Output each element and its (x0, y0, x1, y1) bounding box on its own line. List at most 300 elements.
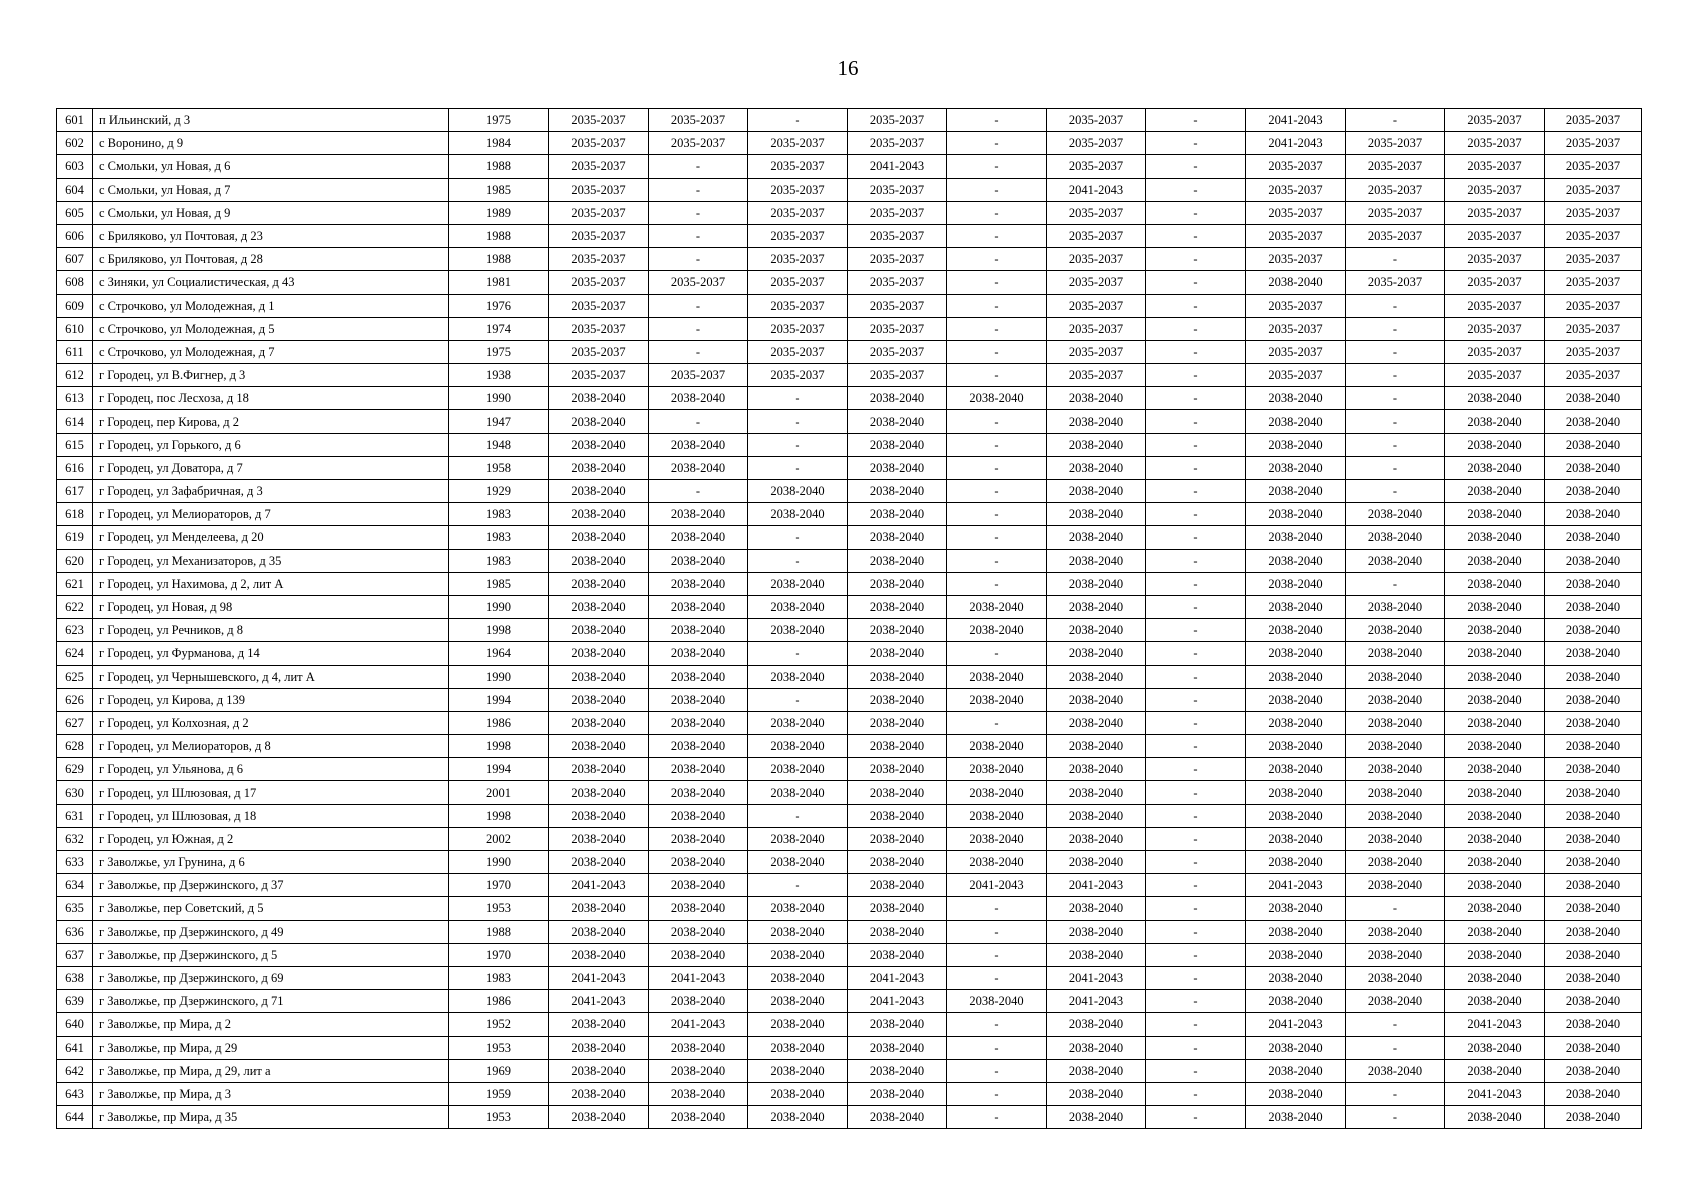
cell-term-col-2: 2038-2040 (649, 990, 748, 1013)
cell-term-col-6: 2038-2040 (1047, 897, 1146, 920)
cell-row-number: 603 (57, 155, 93, 178)
cell-term-col-10: 2038-2040 (1445, 572, 1545, 595)
table-row (57, 480, 1642, 503)
cell-term-col-8: 2038-2040 (1246, 271, 1346, 294)
cell-term-col-9: 2038-2040 (1346, 549, 1445, 572)
cell-year-built: 1983 (449, 503, 549, 526)
cell-term-col-4: 2041-2043 (848, 155, 947, 178)
cell-row-number: 627 (57, 711, 93, 734)
cell-term-col-8: 2038-2040 (1246, 456, 1346, 479)
table-row (57, 109, 1642, 132)
cell-term-col-7: - (1146, 340, 1246, 363)
cell-term-col-11: 2038-2040 (1545, 410, 1642, 433)
cell-term-col-1: 2038-2040 (549, 827, 649, 850)
cell-term-col-5: - (947, 109, 1047, 132)
cell-term-col-10: 2038-2040 (1445, 387, 1545, 410)
cell-term-col-7: - (1146, 480, 1246, 503)
cell-term-col-1: 2038-2040 (549, 1106, 649, 1129)
cell-term-col-6: 2038-2040 (1047, 549, 1146, 572)
cell-term-col-3: - (748, 410, 848, 433)
cell-term-col-11: 2038-2040 (1545, 897, 1642, 920)
cell-term-col-6: 2038-2040 (1047, 827, 1146, 850)
cell-term-col-9: 2038-2040 (1346, 688, 1445, 711)
cell-term-col-6: 2038-2040 (1047, 619, 1146, 642)
cell-term-col-3: 2038-2040 (748, 1013, 848, 1036)
cell-term-col-10: 2038-2040 (1445, 642, 1545, 665)
cell-term-col-11: 2035-2037 (1545, 178, 1642, 201)
cell-year-built: 1994 (449, 688, 549, 711)
cell-term-col-7: - (1146, 735, 1246, 758)
cell-term-col-10: 2035-2037 (1445, 317, 1545, 340)
cell-term-col-2: 2035-2037 (649, 271, 748, 294)
cell-term-col-7: - (1146, 897, 1246, 920)
cell-term-col-7: - (1146, 619, 1246, 642)
cell-term-col-9: 2035-2037 (1346, 155, 1445, 178)
cell-term-col-9: - (1346, 294, 1445, 317)
cell-term-col-10: 2038-2040 (1445, 480, 1545, 503)
cell-term-col-3: 2035-2037 (748, 201, 848, 224)
cell-row-number: 632 (57, 827, 93, 850)
cell-term-col-5: - (947, 966, 1047, 989)
cell-term-col-3: 2038-2040 (748, 595, 848, 618)
cell-address: г Городец, ул Кирова, д 139 (93, 688, 449, 711)
cell-term-col-4: 2038-2040 (848, 526, 947, 549)
cell-term-col-9: 2038-2040 (1346, 526, 1445, 549)
cell-term-col-6: 2038-2040 (1047, 572, 1146, 595)
cell-row-number: 628 (57, 735, 93, 758)
cell-year-built: 1990 (449, 387, 549, 410)
cell-term-col-6: 2041-2043 (1047, 966, 1146, 989)
cell-term-col-1: 2035-2037 (549, 109, 649, 132)
cell-term-col-4: 2038-2040 (848, 549, 947, 572)
cell-term-col-7: - (1146, 364, 1246, 387)
cell-term-col-4: 2035-2037 (848, 364, 947, 387)
cell-address: с Зиняки, ул Социалистическая, д 43 (93, 271, 449, 294)
cell-term-col-8: 2041-2043 (1246, 874, 1346, 897)
cell-term-col-2: 2038-2040 (649, 1036, 748, 1059)
cell-row-number: 617 (57, 480, 93, 503)
cell-term-col-5: - (947, 201, 1047, 224)
cell-term-col-2: 2038-2040 (649, 874, 748, 897)
cell-row-number: 616 (57, 456, 93, 479)
cell-term-col-6: 2038-2040 (1047, 456, 1146, 479)
cell-term-col-6: 2038-2040 (1047, 480, 1146, 503)
cell-term-col-2: 2041-2043 (649, 1013, 748, 1036)
cell-term-col-3: 2038-2040 (748, 711, 848, 734)
cell-term-col-5: 2038-2040 (947, 851, 1047, 874)
cell-term-col-11: 2038-2040 (1545, 503, 1642, 526)
cell-address: г Городец, ул Новая, д 98 (93, 595, 449, 618)
cell-term-col-9: - (1346, 480, 1445, 503)
cell-term-col-7: - (1146, 132, 1246, 155)
cell-row-number: 633 (57, 851, 93, 874)
cell-term-col-2: - (649, 201, 748, 224)
table-row (57, 642, 1642, 665)
table-row (57, 456, 1642, 479)
cell-address: г Городец, ул Мелиораторов, д 7 (93, 503, 449, 526)
cell-term-col-8: 2035-2037 (1246, 155, 1346, 178)
cell-term-col-8: 2038-2040 (1246, 1082, 1346, 1105)
cell-term-col-5: 2038-2040 (947, 990, 1047, 1013)
cell-term-col-2: 2038-2040 (649, 1082, 748, 1105)
registry-body (57, 109, 1642, 1129)
cell-year-built: 1990 (449, 595, 549, 618)
cell-address: г Заволжье, пр Мира, д 35 (93, 1106, 449, 1129)
cell-term-col-5: 2038-2040 (947, 804, 1047, 827)
cell-term-col-5: - (947, 456, 1047, 479)
cell-term-col-7: - (1146, 410, 1246, 433)
cell-term-col-10: 2041-2043 (1445, 1013, 1545, 1036)
cell-term-col-3: 2035-2037 (748, 132, 848, 155)
cell-term-col-8: 2038-2040 (1246, 480, 1346, 503)
cell-row-number: 626 (57, 688, 93, 711)
cell-address: г Городец, ул Мелиораторов, д 8 (93, 735, 449, 758)
cell-term-col-2: 2038-2040 (649, 1059, 748, 1082)
cell-year-built: 1929 (449, 480, 549, 503)
cell-term-col-2: 2038-2040 (649, 503, 748, 526)
cell-term-col-2: 2035-2037 (649, 109, 748, 132)
cell-term-col-11: 2038-2040 (1545, 688, 1642, 711)
cell-term-col-7: - (1146, 224, 1246, 247)
cell-term-col-10: 2035-2037 (1445, 201, 1545, 224)
cell-term-col-5: - (947, 642, 1047, 665)
cell-address: г Городец, ул Доватора, д 7 (93, 456, 449, 479)
cell-term-col-7: - (1146, 271, 1246, 294)
cell-term-col-4: 2035-2037 (848, 178, 947, 201)
cell-term-col-8: 2038-2040 (1246, 851, 1346, 874)
cell-address: с Смольки, ул Новая, д 9 (93, 201, 449, 224)
cell-term-col-1: 2038-2040 (549, 851, 649, 874)
cell-address: с Строчково, ул Молодежная, д 5 (93, 317, 449, 340)
table-row (57, 526, 1642, 549)
cell-term-col-10: 2038-2040 (1445, 1059, 1545, 1082)
cell-term-col-5: - (947, 572, 1047, 595)
cell-term-col-5: - (947, 503, 1047, 526)
cell-term-col-11: 2035-2037 (1545, 224, 1642, 247)
cell-term-col-9: 2038-2040 (1346, 711, 1445, 734)
cell-term-col-10: 2038-2040 (1445, 758, 1545, 781)
cell-term-col-4: 2038-2040 (848, 943, 947, 966)
cell-term-col-8: 2035-2037 (1246, 340, 1346, 363)
cell-row-number: 618 (57, 503, 93, 526)
cell-term-col-11: 2038-2040 (1545, 1013, 1642, 1036)
cell-year-built: 1994 (449, 758, 549, 781)
cell-term-col-11: 2038-2040 (1545, 874, 1642, 897)
cell-term-col-1: 2038-2040 (549, 897, 649, 920)
cell-term-col-6: 2035-2037 (1047, 294, 1146, 317)
table-row (57, 990, 1642, 1013)
cell-term-col-2: 2038-2040 (649, 781, 748, 804)
cell-term-col-6: 2035-2037 (1047, 155, 1146, 178)
cell-term-col-6: 2038-2040 (1047, 503, 1146, 526)
cell-term-col-9: - (1346, 387, 1445, 410)
cell-term-col-5: 2038-2040 (947, 735, 1047, 758)
cell-term-col-4: 2038-2040 (848, 665, 947, 688)
cell-term-col-4: 2035-2037 (848, 271, 947, 294)
cell-term-col-10: 2038-2040 (1445, 1106, 1545, 1129)
cell-term-col-1: 2038-2040 (549, 410, 649, 433)
cell-address: г Городец, ул Горького, д 6 (93, 433, 449, 456)
cell-term-col-9: - (1346, 572, 1445, 595)
cell-row-number: 635 (57, 897, 93, 920)
cell-term-col-10: 2035-2037 (1445, 132, 1545, 155)
cell-term-col-10: 2038-2040 (1445, 619, 1545, 642)
cell-term-col-5: - (947, 364, 1047, 387)
table-row (57, 410, 1642, 433)
cell-term-col-8: 2038-2040 (1246, 920, 1346, 943)
cell-term-col-10: 2035-2037 (1445, 224, 1545, 247)
cell-term-col-9: 2038-2040 (1346, 943, 1445, 966)
cell-term-col-3: 2035-2037 (748, 224, 848, 247)
table-row (57, 1036, 1642, 1059)
cell-term-col-8: 2038-2040 (1246, 781, 1346, 804)
cell-year-built: 1981 (449, 271, 549, 294)
cell-term-col-2: 2038-2040 (649, 851, 748, 874)
cell-term-col-7: - (1146, 665, 1246, 688)
cell-term-col-2: 2038-2040 (649, 920, 748, 943)
table-row (57, 920, 1642, 943)
cell-term-col-11: 2038-2040 (1545, 711, 1642, 734)
cell-term-col-4: 2038-2040 (848, 595, 947, 618)
cell-term-col-4: 2038-2040 (848, 619, 947, 642)
cell-term-col-10: 2038-2040 (1445, 711, 1545, 734)
cell-term-col-1: 2035-2037 (549, 178, 649, 201)
cell-term-col-5: - (947, 1106, 1047, 1129)
cell-term-col-11: 2038-2040 (1545, 966, 1642, 989)
cell-term-col-5: - (947, 178, 1047, 201)
cell-term-col-1: 2038-2040 (549, 572, 649, 595)
cell-term-col-8: 2041-2043 (1246, 1013, 1346, 1036)
cell-term-col-2: 2035-2037 (649, 364, 748, 387)
cell-term-col-2: 2038-2040 (649, 619, 748, 642)
cell-term-col-11: 2038-2040 (1545, 665, 1642, 688)
cell-term-col-6: 2038-2040 (1047, 943, 1146, 966)
cell-term-col-5: - (947, 1013, 1047, 1036)
cell-term-col-11: 2038-2040 (1545, 735, 1642, 758)
cell-term-col-4: 2038-2040 (848, 804, 947, 827)
cell-term-col-1: 2038-2040 (549, 665, 649, 688)
cell-term-col-1: 2038-2040 (549, 503, 649, 526)
cell-term-col-10: 2035-2037 (1445, 340, 1545, 363)
cell-term-col-1: 2038-2040 (549, 688, 649, 711)
cell-term-col-7: - (1146, 109, 1246, 132)
cell-term-col-9: 2038-2040 (1346, 966, 1445, 989)
cell-term-col-2: 2041-2043 (649, 966, 748, 989)
cell-row-number: 612 (57, 364, 93, 387)
table-row (57, 781, 1642, 804)
table-row (57, 317, 1642, 340)
cell-term-col-9: 2035-2037 (1346, 271, 1445, 294)
cell-term-col-2: - (649, 224, 748, 247)
cell-row-number: 611 (57, 340, 93, 363)
cell-address: г Городец, ул В.Фигнер, д 3 (93, 364, 449, 387)
table-row (57, 433, 1642, 456)
cell-address: с Смольки, ул Новая, д 6 (93, 155, 449, 178)
table-row (57, 178, 1642, 201)
cell-term-col-8: 2041-2043 (1246, 109, 1346, 132)
cell-year-built: 1938 (449, 364, 549, 387)
cell-row-number: 615 (57, 433, 93, 456)
cell-term-col-7: - (1146, 1082, 1246, 1105)
cell-term-col-3: 2038-2040 (748, 1106, 848, 1129)
cell-term-col-6: 2035-2037 (1047, 109, 1146, 132)
table-row (57, 1059, 1642, 1082)
cell-term-col-8: 2038-2040 (1246, 1106, 1346, 1129)
cell-term-col-8: 2041-2043 (1246, 132, 1346, 155)
cell-term-col-10: 2038-2040 (1445, 688, 1545, 711)
cell-row-number: 630 (57, 781, 93, 804)
cell-year-built: 1974 (449, 317, 549, 340)
cell-term-col-4: 2038-2040 (848, 1013, 947, 1036)
cell-term-col-9: 2035-2037 (1346, 132, 1445, 155)
cell-term-col-10: 2038-2040 (1445, 549, 1545, 572)
cell-term-col-8: 2038-2040 (1246, 688, 1346, 711)
cell-term-col-6: 2038-2040 (1047, 1082, 1146, 1105)
cell-term-col-2: - (649, 248, 748, 271)
cell-term-col-8: 2038-2040 (1246, 433, 1346, 456)
cell-address: г Городец, ул Шлюзовая, д 18 (93, 804, 449, 827)
cell-term-col-7: - (1146, 781, 1246, 804)
cell-term-col-2: - (649, 317, 748, 340)
table-row (57, 897, 1642, 920)
cell-term-col-11: 2038-2040 (1545, 781, 1642, 804)
cell-term-col-5: 2038-2040 (947, 827, 1047, 850)
table-row (57, 874, 1642, 897)
cell-term-col-4: 2038-2040 (848, 572, 947, 595)
cell-row-number: 601 (57, 109, 93, 132)
cell-term-col-10: 2035-2037 (1445, 271, 1545, 294)
cell-year-built: 1947 (449, 410, 549, 433)
cell-term-col-7: - (1146, 294, 1246, 317)
cell-term-col-1: 2038-2040 (549, 1059, 649, 1082)
cell-year-built: 1998 (449, 619, 549, 642)
cell-term-col-4: 2038-2040 (848, 410, 947, 433)
cell-term-col-6: 2038-2040 (1047, 688, 1146, 711)
cell-term-col-5: - (947, 410, 1047, 433)
table-row (57, 619, 1642, 642)
cell-term-col-2: 2038-2040 (649, 433, 748, 456)
cell-term-col-11: 2038-2040 (1545, 827, 1642, 850)
cell-term-col-8: 2035-2037 (1246, 364, 1346, 387)
cell-term-col-6: 2038-2040 (1047, 1036, 1146, 1059)
cell-term-col-8: 2038-2040 (1246, 410, 1346, 433)
cell-term-col-11: 2035-2037 (1545, 248, 1642, 271)
cell-term-col-11: 2035-2037 (1545, 155, 1642, 178)
cell-year-built: 1985 (449, 178, 549, 201)
cell-address: с Бриляково, ул Почтовая, д 23 (93, 224, 449, 247)
cell-term-col-4: 2038-2040 (848, 874, 947, 897)
cell-address: г Заволжье, пер Советский, д 5 (93, 897, 449, 920)
cell-term-col-11: 2035-2037 (1545, 271, 1642, 294)
cell-term-col-5: - (947, 1059, 1047, 1082)
cell-term-col-4: 2038-2040 (848, 711, 947, 734)
cell-term-col-4: 2038-2040 (848, 387, 947, 410)
cell-term-col-1: 2038-2040 (549, 920, 649, 943)
cell-address: г Заволжье, пр Дзержинского, д 69 (93, 966, 449, 989)
cell-term-col-1: 2038-2040 (549, 595, 649, 618)
cell-term-col-10: 2038-2040 (1445, 595, 1545, 618)
cell-term-col-8: 2035-2037 (1246, 294, 1346, 317)
cell-term-col-11: 2035-2037 (1545, 132, 1642, 155)
cell-term-col-7: - (1146, 433, 1246, 456)
cell-term-col-1: 2038-2040 (549, 758, 649, 781)
cell-term-col-3: 2038-2040 (748, 665, 848, 688)
cell-term-col-1: 2038-2040 (549, 456, 649, 479)
table-row (57, 804, 1642, 827)
cell-term-col-8: 2035-2037 (1246, 224, 1346, 247)
cell-address: г Городец, ул Фурманова, д 14 (93, 642, 449, 665)
cell-year-built: 1990 (449, 851, 549, 874)
cell-term-col-9: - (1346, 456, 1445, 479)
cell-term-col-1: 2038-2040 (549, 433, 649, 456)
cell-term-col-8: 2038-2040 (1246, 990, 1346, 1013)
table-row (57, 294, 1642, 317)
cell-row-number: 614 (57, 410, 93, 433)
cell-term-col-7: - (1146, 387, 1246, 410)
cell-term-col-2: - (649, 155, 748, 178)
cell-year-built: 1986 (449, 990, 549, 1013)
cell-term-col-6: 2038-2040 (1047, 851, 1146, 874)
cell-term-col-5: 2041-2043 (947, 874, 1047, 897)
cell-term-col-11: 2038-2040 (1545, 456, 1642, 479)
cell-term-col-7: - (1146, 1106, 1246, 1129)
cell-term-col-10: 2038-2040 (1445, 804, 1545, 827)
cell-term-col-6: 2038-2040 (1047, 526, 1146, 549)
cell-term-col-1: 2038-2040 (549, 526, 649, 549)
cell-term-col-10: 2038-2040 (1445, 827, 1545, 850)
cell-term-col-11: 2038-2040 (1545, 387, 1642, 410)
cell-term-col-11: 2038-2040 (1545, 943, 1642, 966)
cell-term-col-4: 2041-2043 (848, 966, 947, 989)
cell-term-col-3: 2038-2040 (748, 758, 848, 781)
cell-term-col-5: - (947, 155, 1047, 178)
cell-address: г Заволжье, пр Мира, д 29, лит а (93, 1059, 449, 1082)
cell-term-col-5: - (947, 433, 1047, 456)
cell-term-col-5: - (947, 317, 1047, 340)
table-row (57, 248, 1642, 271)
cell-term-col-6: 2035-2037 (1047, 132, 1146, 155)
cell-year-built: 1988 (449, 248, 549, 271)
cell-row-number: 639 (57, 990, 93, 1013)
table-row (57, 966, 1642, 989)
cell-term-col-8: 2035-2037 (1246, 248, 1346, 271)
cell-term-col-7: - (1146, 503, 1246, 526)
cell-term-col-4: 2038-2040 (848, 456, 947, 479)
cell-term-col-10: 2038-2040 (1445, 990, 1545, 1013)
cell-term-col-2: 2038-2040 (649, 549, 748, 572)
cell-term-col-1: 2038-2040 (549, 480, 649, 503)
cell-term-col-3: 2035-2037 (748, 317, 848, 340)
cell-term-col-4: 2038-2040 (848, 1082, 947, 1105)
cell-term-col-7: - (1146, 688, 1246, 711)
cell-row-number: 640 (57, 1013, 93, 1036)
cell-term-col-9: 2035-2037 (1346, 201, 1445, 224)
cell-year-built: 1975 (449, 340, 549, 363)
cell-term-col-4: 2035-2037 (848, 294, 947, 317)
cell-term-col-3: 2038-2040 (748, 827, 848, 850)
cell-term-col-9: 2038-2040 (1346, 758, 1445, 781)
cell-term-col-8: 2038-2040 (1246, 897, 1346, 920)
cell-term-col-11: 2038-2040 (1545, 619, 1642, 642)
cell-year-built: 1983 (449, 549, 549, 572)
cell-term-col-8: 2038-2040 (1246, 735, 1346, 758)
cell-term-col-11: 2038-2040 (1545, 433, 1642, 456)
cell-term-col-11: 2038-2040 (1545, 549, 1642, 572)
table-row (57, 572, 1642, 595)
cell-term-col-1: 2038-2040 (549, 781, 649, 804)
cell-row-number: 634 (57, 874, 93, 897)
table-row (57, 132, 1642, 155)
